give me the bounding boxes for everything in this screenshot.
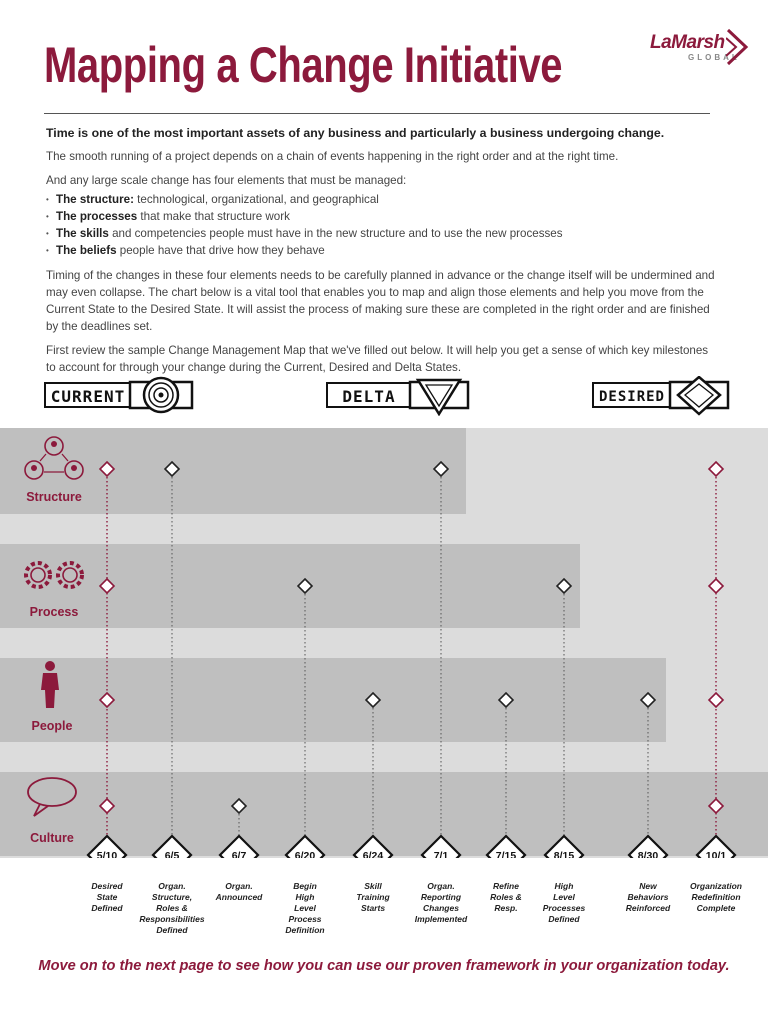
milestone-description: Organ. Reporting Changes Implemented (414, 881, 468, 924)
row-label-process: Process (29, 605, 79, 619)
change-management-map (0, 428, 768, 858)
call-to-action[interactable]: Move on to the next page to see how you can use our proven framework in your organization today. (38, 958, 730, 974)
intro-paragraph-4: First review the sample Change Management Map that we've filled out below. It will help you get a sense of which key milestones to account for through your change during the Current, Desired and Delta States. (46, 344, 709, 374)
row-label-structure: Structure (26, 490, 82, 504)
phase-desired-label: DESIRED (592, 382, 672, 408)
diamond-icon (668, 376, 730, 416)
company-logo[interactable] (640, 28, 750, 68)
milestone-description: Desired State Defined (91, 881, 123, 913)
logo-sub: GLOBAL (688, 53, 740, 62)
milestone-date: 7/15 (495, 850, 517, 858)
milestone-date: 6/7 (231, 850, 247, 858)
element-list-item: • The skills and competencies people must have in the new structure and to use the new processes (46, 225, 716, 242)
intro-text (46, 125, 716, 383)
milestone-date: 6/20 (294, 850, 316, 858)
element-list-item: • The beliefs people have that drive how they behave (46, 242, 716, 259)
element-list-item: • The processes that make that structure work (46, 208, 716, 225)
phase-current (44, 376, 194, 414)
element-list (46, 191, 716, 259)
milestone-description: Organ. Announced (215, 881, 263, 902)
intro-paragraph-3: Timing of the changes in these four elements needs to be carefully planned in advance or the change itself will be undermined and may even collapse. The chart below is a vital tool that enables you to map and align those elements and help you move from the Current State to the Desired State. It will assist the process of making sure these are completed in the right order and are finished by the deadlines set. (46, 269, 715, 333)
target-circle-icon (128, 376, 194, 414)
delta-triangle-icon (408, 376, 470, 416)
milestone-date: 8/15 (553, 850, 575, 858)
milestone-description: New Behaviors Reinforced (625, 881, 671, 913)
phase-current-label: CURRENT (44, 382, 132, 408)
phase-delta (326, 376, 476, 414)
intro-paragraph-1: The smooth running of a project depends on a chain of events happening in the right order and at the right time. (46, 150, 619, 163)
milestone-description: Begin High Level Process Definition (285, 881, 325, 935)
intro-paragraph-2: And any large scale change has four elements that must be managed: (46, 174, 407, 187)
milestone-description: High Level Processes Defined (542, 881, 586, 924)
intro-lead: Time is one of the most important assets of any business and particularly a business undergoing change. (46, 126, 665, 140)
row-label-people: People (31, 719, 73, 733)
milestone-date: 7/1 (433, 850, 449, 858)
phase-delta-label: DELTA (326, 382, 412, 408)
milestone-date: 5/10 (96, 850, 118, 858)
milestone-date: 8/30 (637, 850, 659, 858)
title-divider (44, 113, 710, 114)
logo-chevron-icon (726, 28, 750, 66)
element-list-item: • The structure: technological, organizational, and geographical (46, 191, 716, 208)
row-label-culture: Culture (30, 831, 74, 845)
milestone-description: Refine Roles & Resp. (490, 881, 522, 913)
milestone-description: Organ. Structure, Roles & Responsibilities Defined (139, 881, 205, 935)
row-band-process (0, 544, 580, 628)
milestone-date: 10/1 (705, 850, 727, 858)
milestone-date: 6/5 (164, 850, 180, 858)
milestone-descriptions (0, 875, 768, 975)
milestone-description: Skill Training Starts (356, 881, 390, 913)
phase-desired (592, 376, 742, 414)
logo-name: LaMarsh (650, 32, 725, 53)
milestone-description: Organization Redefinition Complete (690, 881, 742, 913)
page-title: Mapping a Change Initiative (44, 37, 563, 93)
milestone-date: 6/24 (362, 850, 384, 858)
